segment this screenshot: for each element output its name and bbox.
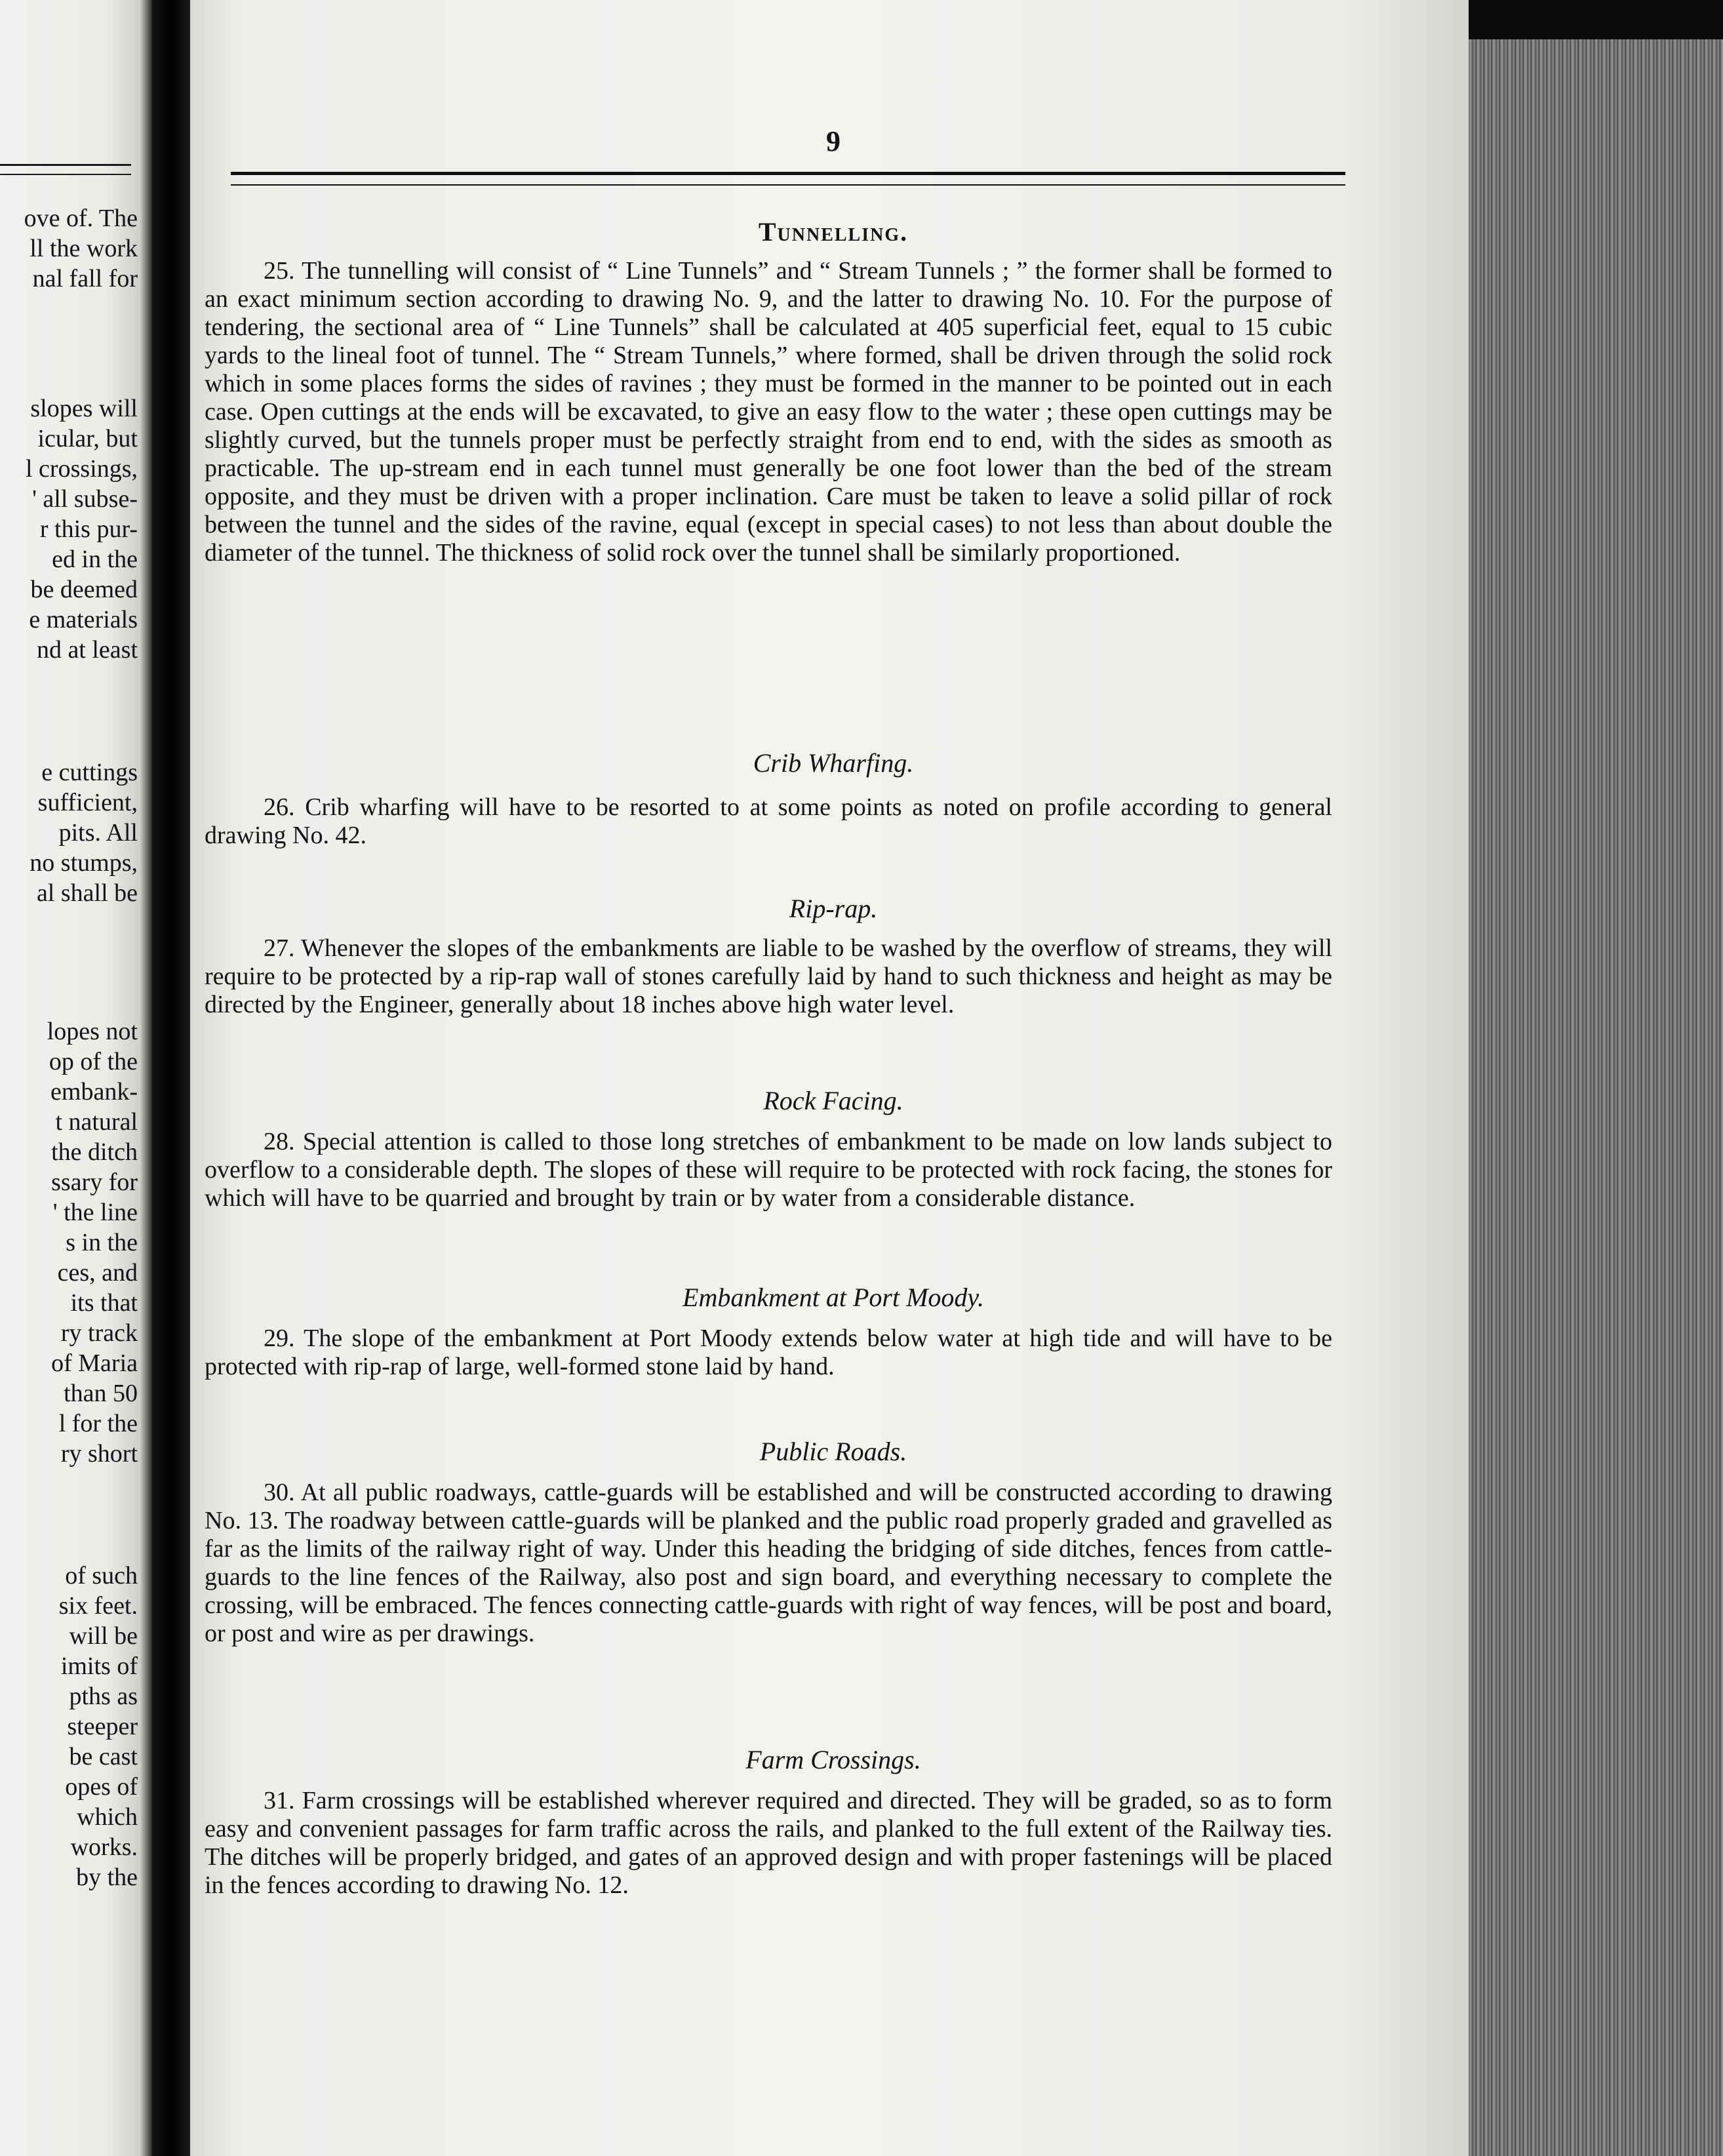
paragraph-26-text: 26. Crib wharfing will have to be resorted to at some points as noted on profile according to general drawing No. 42.: [205, 793, 1332, 849]
left-page-line: e cuttings: [41, 759, 138, 786]
left-page-line: ry track: [60, 1319, 138, 1347]
left-page-line: be deemed: [30, 576, 138, 603]
left-page-line: six feet.: [58, 1592, 138, 1620]
left-page-line: imits of: [60, 1652, 138, 1680]
left-page-line: pits. All: [58, 819, 138, 847]
left-page-rule: [0, 164, 131, 175]
left-page-line: nal fall for: [32, 265, 138, 292]
left-page-line: ces, and: [57, 1259, 138, 1287]
left-page-line: of Maria: [51, 1349, 138, 1377]
section-heading-farm-crossings: Farm Crossings.: [745, 1745, 921, 1774]
left-page-line: l for the: [58, 1410, 138, 1437]
left-page-line: of such: [65, 1562, 138, 1589]
left-page-line: which: [77, 1803, 138, 1831]
paragraph-25: [205, 257, 1332, 567]
left-page-line: ed in the: [52, 546, 138, 573]
left-page-line: sufficient,: [37, 789, 138, 816]
paragraph-26: [205, 793, 1332, 850]
section-heading-public-roads: Public Roads.: [759, 1437, 907, 1466]
left-page-line: will be: [69, 1622, 138, 1650]
page-number: 9: [826, 125, 841, 157]
left-page-line: be cast: [69, 1743, 138, 1770]
left-page-line: ssary for: [51, 1168, 138, 1196]
header-rule: [231, 172, 1345, 186]
left-page-line: l crossings,: [26, 455, 138, 483]
left-page-line: ry short: [60, 1440, 138, 1467]
left-page-line: op of the: [49, 1048, 138, 1075]
left-page-line: e materials: [29, 606, 138, 633]
left-page-line: its that: [70, 1289, 138, 1317]
left-page-line: works.: [70, 1833, 138, 1861]
paragraph-31: [205, 1787, 1332, 1900]
paragraph-30-text: 30. At all public roadways, cattle-guards will be established and will be constructed according to drawing No. 13. The roadway between cattle-guards will be planked and the public road properly graded and gravelled as far as the limits of the railway right of way. Under this heading the bridging of side ditches, fences from cattle-guards to the line fences of the Railway, also post and sign board, and everything necessary to complete the crossing, will be embraced. The fences connecting cattle-guards with right of way fences, will be post and board, or post and wire as per drawings.: [205, 1479, 1332, 1647]
left-page-line: nd at least: [36, 636, 138, 664]
section-heading-crib-wharfing: Crib Wharfing.: [753, 748, 914, 778]
left-page-line: embank-: [50, 1078, 138, 1106]
paragraph-30: [205, 1479, 1332, 1648]
left-page-line: slopes will: [30, 395, 138, 422]
left-page-line: pths as: [69, 1683, 138, 1710]
main-page: [190, 0, 1476, 2156]
paragraph-25-text: 25. The tunnelling will consist of “ Line Tunnels” and “ Stream Tunnels ; ” the former shall be formed to an exact minimum section according to drawing No. 9, and the latter to drawing No. 10. For the purpose of tendering, the sectional area of “ Line Tunnels” shall be calculated at 405 superficial feet, equal to 15 cubic yards to the lineal foot of tunnel. The “ Stream Tunnels,” where formed, shall be driven through the solid rock which in some places forms the sides of ravines ; they must be formed in the manner to be pointed out in each case. Open cuttings at the ends will be excavated, to give an easy flow to the water ; these open cuttings may be slightly curved, but the tunnels proper must be perfectly straight from end to end, with the sides as smooth as practicable. The up-stream end in each tunnel must generally be one foot lower than the bed of the stream opposite, and they must be driven with a proper inclination. Care must be taken to leave a solid pillar of rock between the tunnel and the sides of the ravine, equal (except in special cases) to not less than about double the diameter of the tunnel. The thickness of solid rock over the tunnel shall be similarly proportioned.: [205, 257, 1332, 567]
left-page-line: t natural: [55, 1108, 138, 1136]
left-page-line: the ditch: [51, 1138, 138, 1166]
left-page-line: ove of. The: [24, 205, 138, 232]
paragraph-28: [205, 1128, 1332, 1212]
left-page-line: no stumps,: [30, 849, 138, 877]
left-page-line: by the: [76, 1864, 138, 1891]
paragraph-31-text: 31. Farm crossings will be established wherever required and directed. They will be graded, so as to form easy and convenient passages for farm traffic across the rails, and planked to the full extent of the Railway ties. The ditches will be properly bridged, and gates of an approved design and with proper fastenings will be placed in the fences according to drawing No. 12.: [205, 1787, 1332, 1899]
left-page-line: ll the work: [30, 235, 138, 262]
book-gutter: [152, 0, 191, 2156]
left-page-line: opes of: [65, 1773, 138, 1801]
paragraph-27-text: 27. Whenever the slopes of the embankments are liable to be washed by the overflow of streams, they will require to be protected by a rip-rap wall of stones carefully laid by hand to such thickness and height as may be directed by the Engineer, generally about 18 inches above high water level.: [205, 934, 1332, 1018]
left-page-line: lopes not: [47, 1018, 138, 1045]
section-heading-rock-facing: Rock Facing.: [763, 1086, 903, 1115]
left-page-line: s in the: [66, 1229, 138, 1256]
paragraph-29: [205, 1325, 1332, 1381]
section-heading-tunnelling: Tunnelling.: [758, 217, 909, 247]
section-heading-embankment-port-moody: Embankment at Port Moody.: [683, 1283, 984, 1312]
left-page-fragment: [0, 0, 152, 2156]
left-page-line: r this pur-: [39, 515, 138, 543]
left-page-line: al shall be: [36, 879, 138, 907]
left-page-line: ' the line: [52, 1199, 138, 1226]
paragraph-29-text: 29. The slope of the embankment at Port Moody extends below water at high tide and will have to be protected with rip-rap of large, well-formed stone laid by hand.: [205, 1325, 1332, 1380]
left-page-line: steeper: [67, 1713, 138, 1740]
page-edges-stack: [1469, 39, 1723, 2156]
paragraph-27: [205, 934, 1332, 1019]
left-page-line: ' all subse-: [32, 485, 138, 513]
left-page-line: icular, but: [37, 425, 138, 452]
section-heading-rip-rap: Rip-rap.: [789, 894, 878, 923]
paragraph-28-text: 28. Special attention is called to those long stretches of embankment to be made on low lands subject to overflow to a considerable depth. The slopes of these will require to be protected with rock facing, the stones for which will have to be quarried and brought by train or by water from a considerable distance.: [205, 1128, 1332, 1212]
left-page-line: than 50: [64, 1380, 138, 1407]
